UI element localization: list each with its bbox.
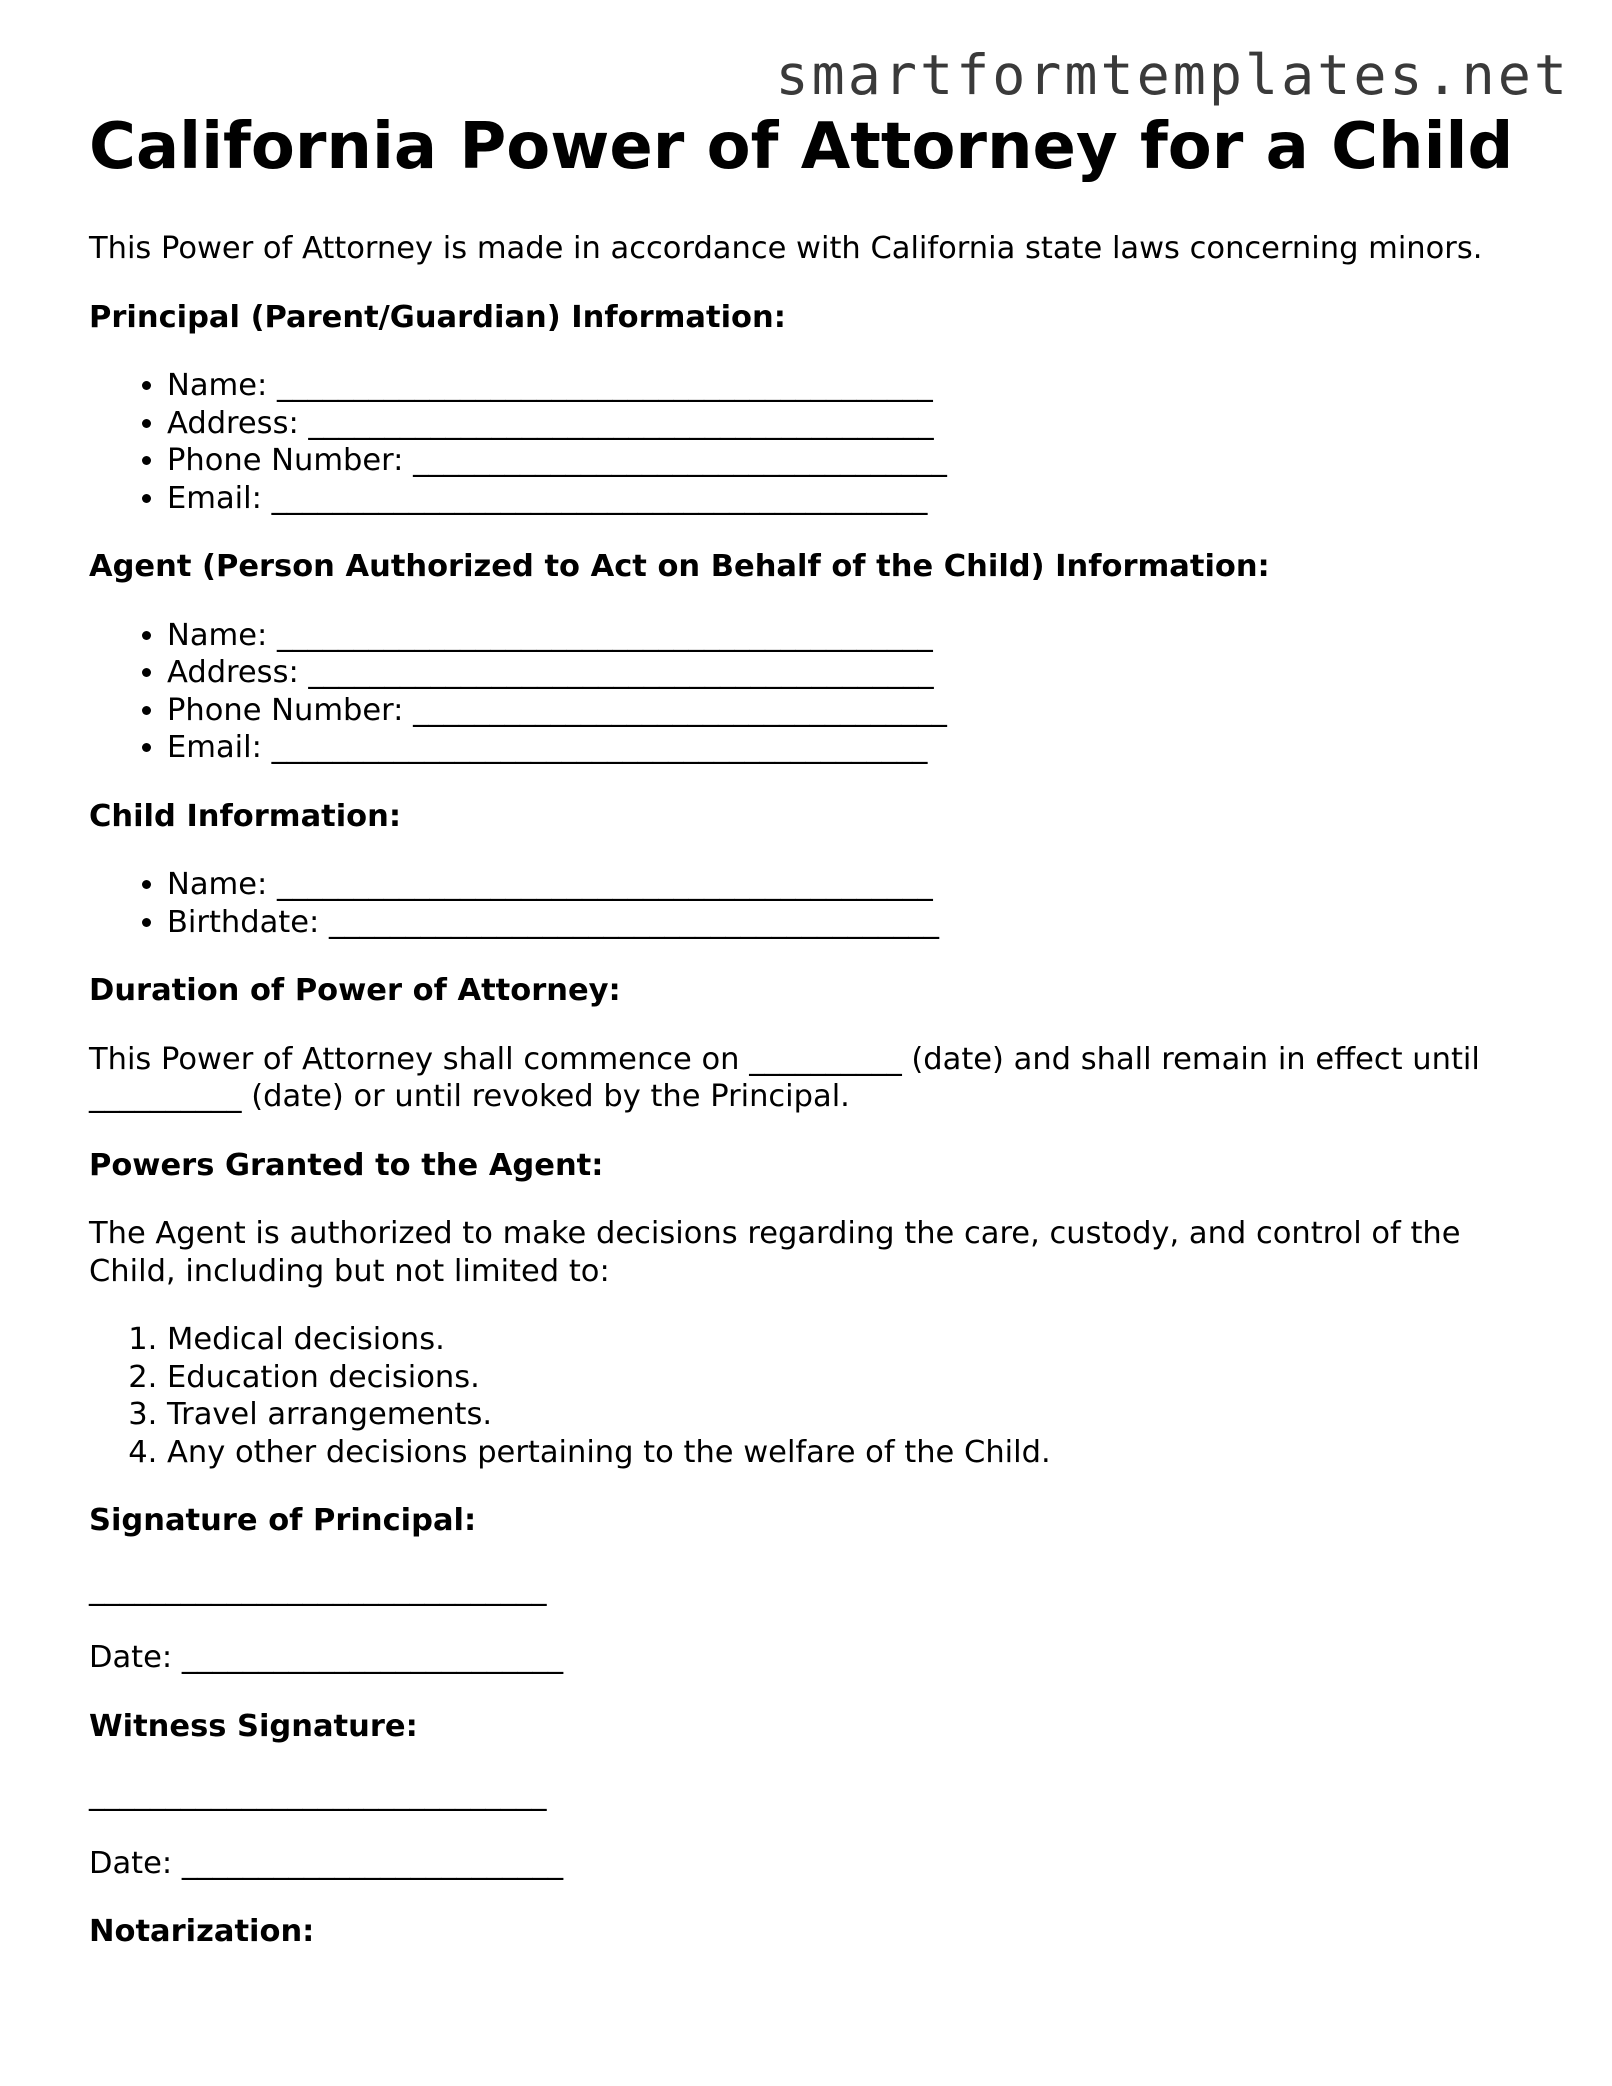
document-body bbox=[89, 230, 1529, 1982]
child-fields-list bbox=[89, 866, 1529, 941]
powers-heading: Powers Granted to the Agent: bbox=[89, 1147, 604, 1183]
principal-address-field: • Address: _________________________________________ bbox=[167, 405, 1529, 443]
document-title: California Power of Attorney for a Child bbox=[89, 110, 1514, 184]
principal-fields-list bbox=[89, 367, 1529, 517]
child-birthdate-field: • Birthdate: ________________________________________ bbox=[167, 904, 1529, 942]
power-item-education: 2. Education decisions. bbox=[167, 1359, 1529, 1397]
witness-signature-heading: Witness Signature: bbox=[89, 1708, 418, 1744]
intro-paragraph: This Power of Attorney is made in accordance with California state laws concerning minors. bbox=[89, 231, 1483, 266]
principal-signature-line: ______________________________ bbox=[89, 1571, 547, 1607]
powers-list bbox=[89, 1321, 1529, 1471]
notarization-heading: Notarization: bbox=[89, 1914, 315, 1949]
agent-heading: Agent (Person Authorized to Act on Behalf of the Child) Information: bbox=[89, 549, 1270, 584]
agent-phone-field: • Phone Number: ___________________________________ bbox=[167, 692, 1529, 730]
principal-heading: Principal (Parent/Guardian) Information: bbox=[89, 299, 786, 335]
power-item-travel: 3. Travel arrangements. bbox=[167, 1396, 1529, 1434]
agent-address-field: • Address: _________________________________________ bbox=[167, 654, 1529, 692]
power-item-medical: 1. Medical decisions. bbox=[167, 1321, 1529, 1359]
principal-phone-field: • Phone Number: ___________________________________ bbox=[167, 442, 1529, 480]
witness-signature-line: ______________________________ bbox=[89, 1777, 547, 1812]
agent-email-field: • Email: ___________________________________________ bbox=[167, 729, 1529, 767]
principal-name-field: • Name: ___________________________________________ bbox=[167, 367, 1529, 405]
agent-fields-list bbox=[89, 617, 1529, 767]
child-name-field: • Name: ___________________________________________ bbox=[167, 866, 1529, 904]
agent-name-field: • Name: ___________________________________________ bbox=[167, 617, 1529, 655]
powers-paragraph: The Agent is authorized to make decisions regarding the care, custody, and control of the Child, including but not limited to: bbox=[89, 1216, 1461, 1289]
principal-signature-date: Date: _________________________ bbox=[89, 1640, 564, 1675]
principal-signature-heading: Signature of Principal: bbox=[89, 1503, 477, 1538]
witness-signature-date: Date: _________________________ bbox=[89, 1845, 564, 1881]
duration-paragraph: This Power of Attorney shall commence on __________ (date) and shall remain in effect until __________ (date) or until revoked by the Principal. bbox=[89, 1041, 1480, 1114]
principal-email-field: • Email: ___________________________________________ bbox=[167, 480, 1529, 518]
duration-heading: Duration of Power of Attorney: bbox=[89, 973, 621, 1008]
power-item-other: 4. Any other decisions pertaining to the welfare of the Child. bbox=[167, 1434, 1529, 1472]
watermark-site-name: smartformtemplates.net bbox=[775, 43, 1570, 107]
child-heading: Child Information: bbox=[89, 798, 402, 834]
